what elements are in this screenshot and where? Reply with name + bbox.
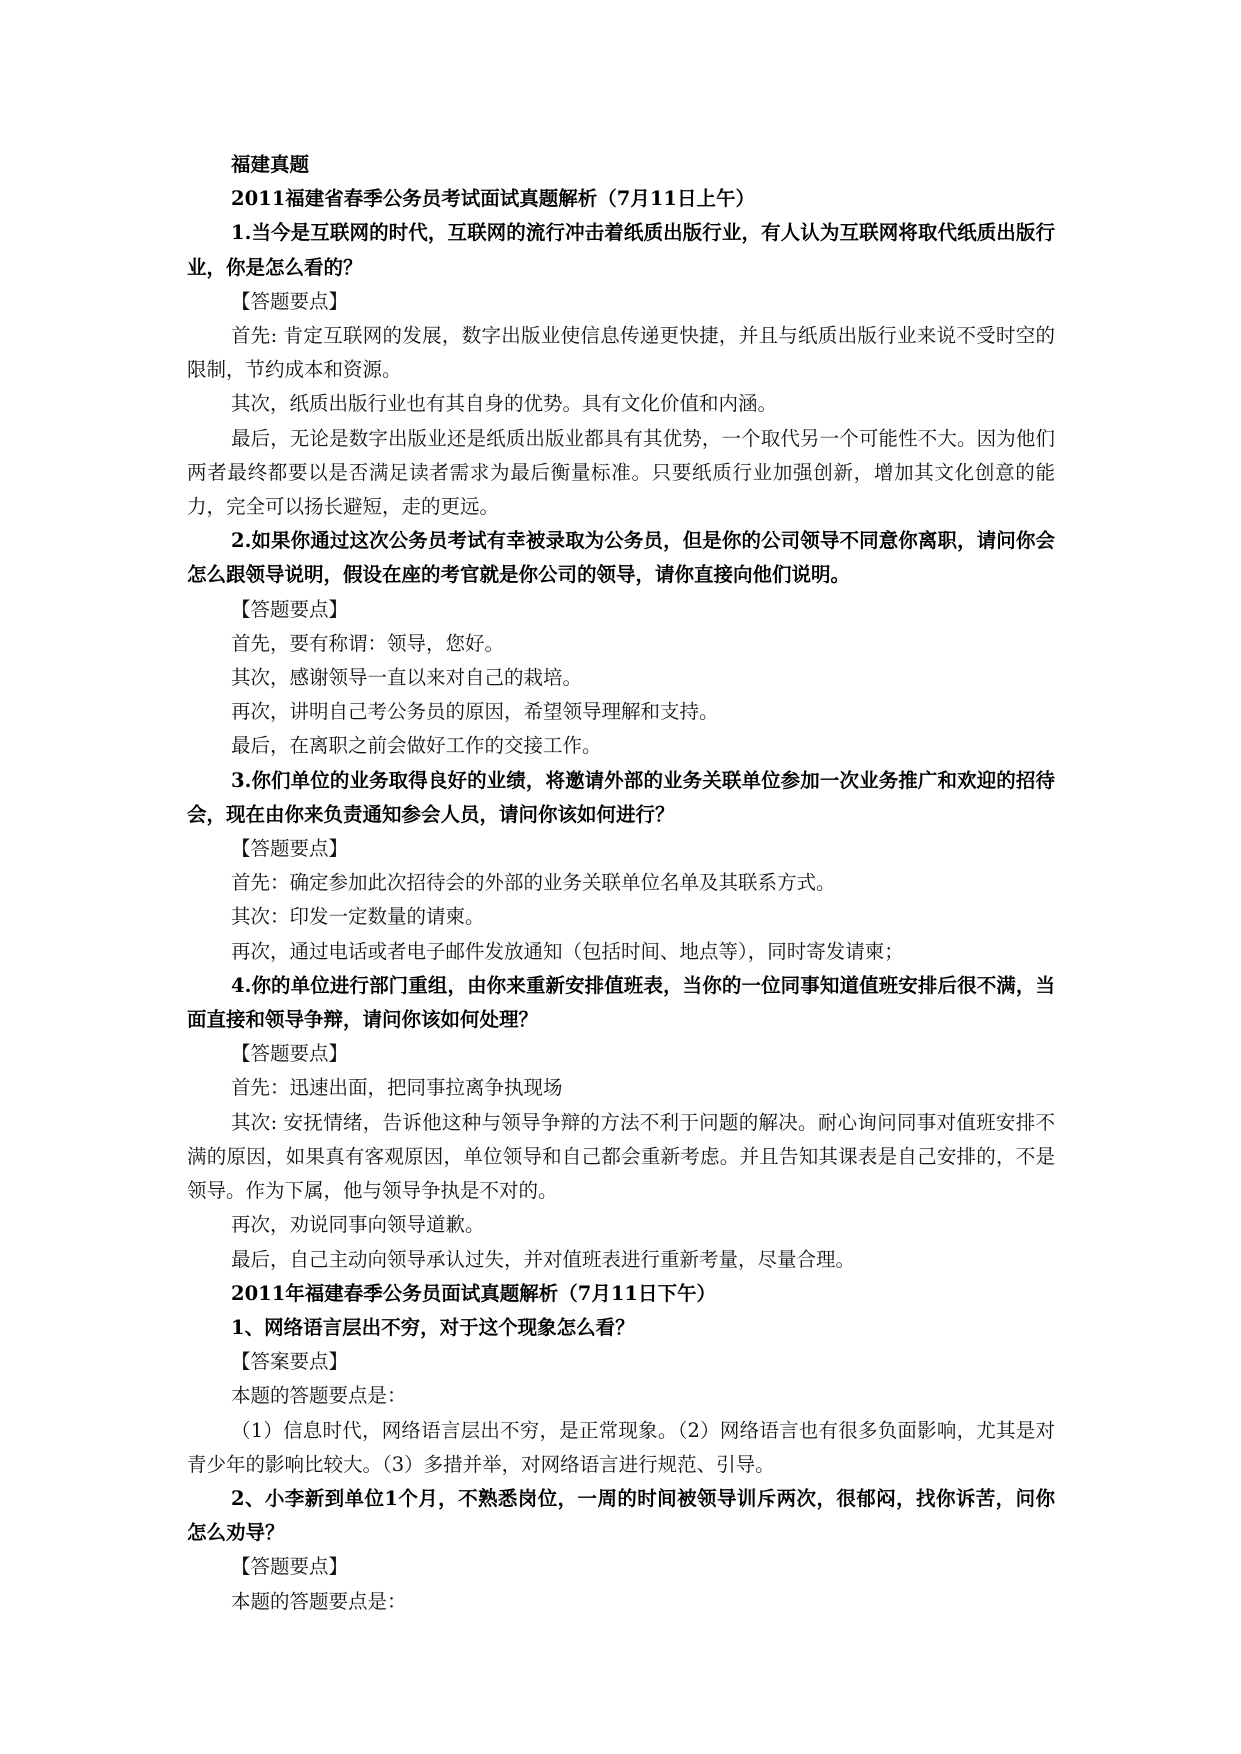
answer-point: 最后，无论是数字出版业还是纸质出版业都具有其优势，一个取代另一个可能性不大。因为他们两者最终都要以是否满足读者需求为最后衡量标准。只要纸质行业加强创新，增加其文化创意的能力，完全可以扬长避短，走的更远。	[187, 426, 1055, 519]
answer-label: 【答题要点】	[231, 289, 349, 313]
answer-point: 本题的答题要点是：	[231, 1384, 407, 1408]
answer-point: 再次，讲明自己考公务员的原因，希望领导理解和支持。	[231, 700, 719, 724]
answer-label: 【答题要点】	[231, 1042, 349, 1066]
question-2: 2.如果你通过这次公务员考试有幸被录取为公务员，但是你的公司领导不同意你离职，请问你会怎么跟领导说明，假设在座的考官就是你公司的领导，请你直接向他们说明。	[187, 529, 1055, 587]
answer-point: 其次: 安抚情绪，告诉他这种与领导争辩的方法不利于问题的解决。耐心询问同事对值班安排不满的原因，如果真有客观原因，单位领导和自己都会重新考虑。并且告知其课表是自己安排的，不是领导。作为下属，他与领导争执是不对的。	[187, 1110, 1055, 1203]
question-2-afternoon: 2、小李新到单位1个月，不熟悉岗位，一周的时间被领导训斥两次，很郁闷，找你诉苦，问你怎么劝导？	[187, 1486, 1055, 1545]
answer-point: 最后，在离职之前会做好工作的交接工作。	[231, 734, 602, 758]
section-title-afternoon: 2011年福建春季公务员面试真题解析（7月11日下午）	[231, 1281, 716, 1305]
answer-point: 首先: 肯定互联网的发展，数字出版业使信息传递更快捷，并且与纸质出版行业来说不受时空的限制，节约成本和资源。	[187, 324, 1055, 382]
answer-label: 【答题要点】	[231, 597, 349, 621]
answer-point: 本题的答题要点是：	[231, 1589, 407, 1613]
answer-point: 其次：印发一定数量的请柬。	[231, 905, 485, 929]
answer-point: 其次，感谢领导一直以来对自己的栽培。	[231, 666, 583, 690]
answer-label: 【答题要点】	[231, 1555, 349, 1579]
question-1: 1.当今是互联网的时代，互联网的流行冲击着纸质出版行业，有人认为互联网将取代纸质出版行业，你是怎么看的？	[187, 221, 1055, 279]
answer-label: 【答题要点】	[231, 837, 349, 861]
document-heading: 福建真题	[231, 153, 310, 176]
answer-point: 首先，要有称谓：领导，您好。	[231, 631, 505, 655]
answer-point: 首先：迅速出面，把同事拉离争执现场	[231, 1076, 563, 1100]
answer-point: 再次，劝说同事向领导道歉。	[231, 1213, 485, 1237]
answer-point: 最后，自己主动向领导承认过失，并对值班表进行重新考量，尽量合理。	[231, 1247, 856, 1271]
answer-label: 【答案要点】	[231, 1350, 349, 1374]
answer-point: 首先：确定参加此次招待会的外部的业务关联单位名单及其联系方式。	[231, 871, 836, 895]
document-body	[187, 148, 1055, 1619]
answer-point: 再次，通过电话或者电子邮件发放通知（包括时间、地点等），同时寄发请柬；	[231, 939, 904, 963]
question-3: 3.你们单位的业务取得良好的业绩，将邀请外部的业务关联单位参加一次业务推广和欢迎的招待会，现在由你来负责通知参会人员，请问你该如何进行？	[187, 768, 1055, 826]
answer-point: 其次，纸质出版行业也有其自身的优势。具有文化价值和内涵。	[231, 392, 778, 416]
question-1-afternoon: 1、网络语言层出不穷，对于这个现象怎么看？	[231, 1315, 635, 1339]
answer-point: （1）信息时代，网络语言层出不穷，是正常现象。（2）网络语言也有很多负面影响，尤其是对青少年的影响比较大。（3）多措并举，对网络语言进行规范、引导。	[187, 1418, 1055, 1476]
question-4: 4.你的单位进行部门重组，由你来重新安排值班表，当你的一位同事知道值班安排后很不满，当面直接和领导争辩，请问你该如何处理？	[187, 973, 1055, 1032]
section-title-morning: 2011福建省春季公务员考试面试真题解析（7月11日上午）	[231, 187, 755, 211]
